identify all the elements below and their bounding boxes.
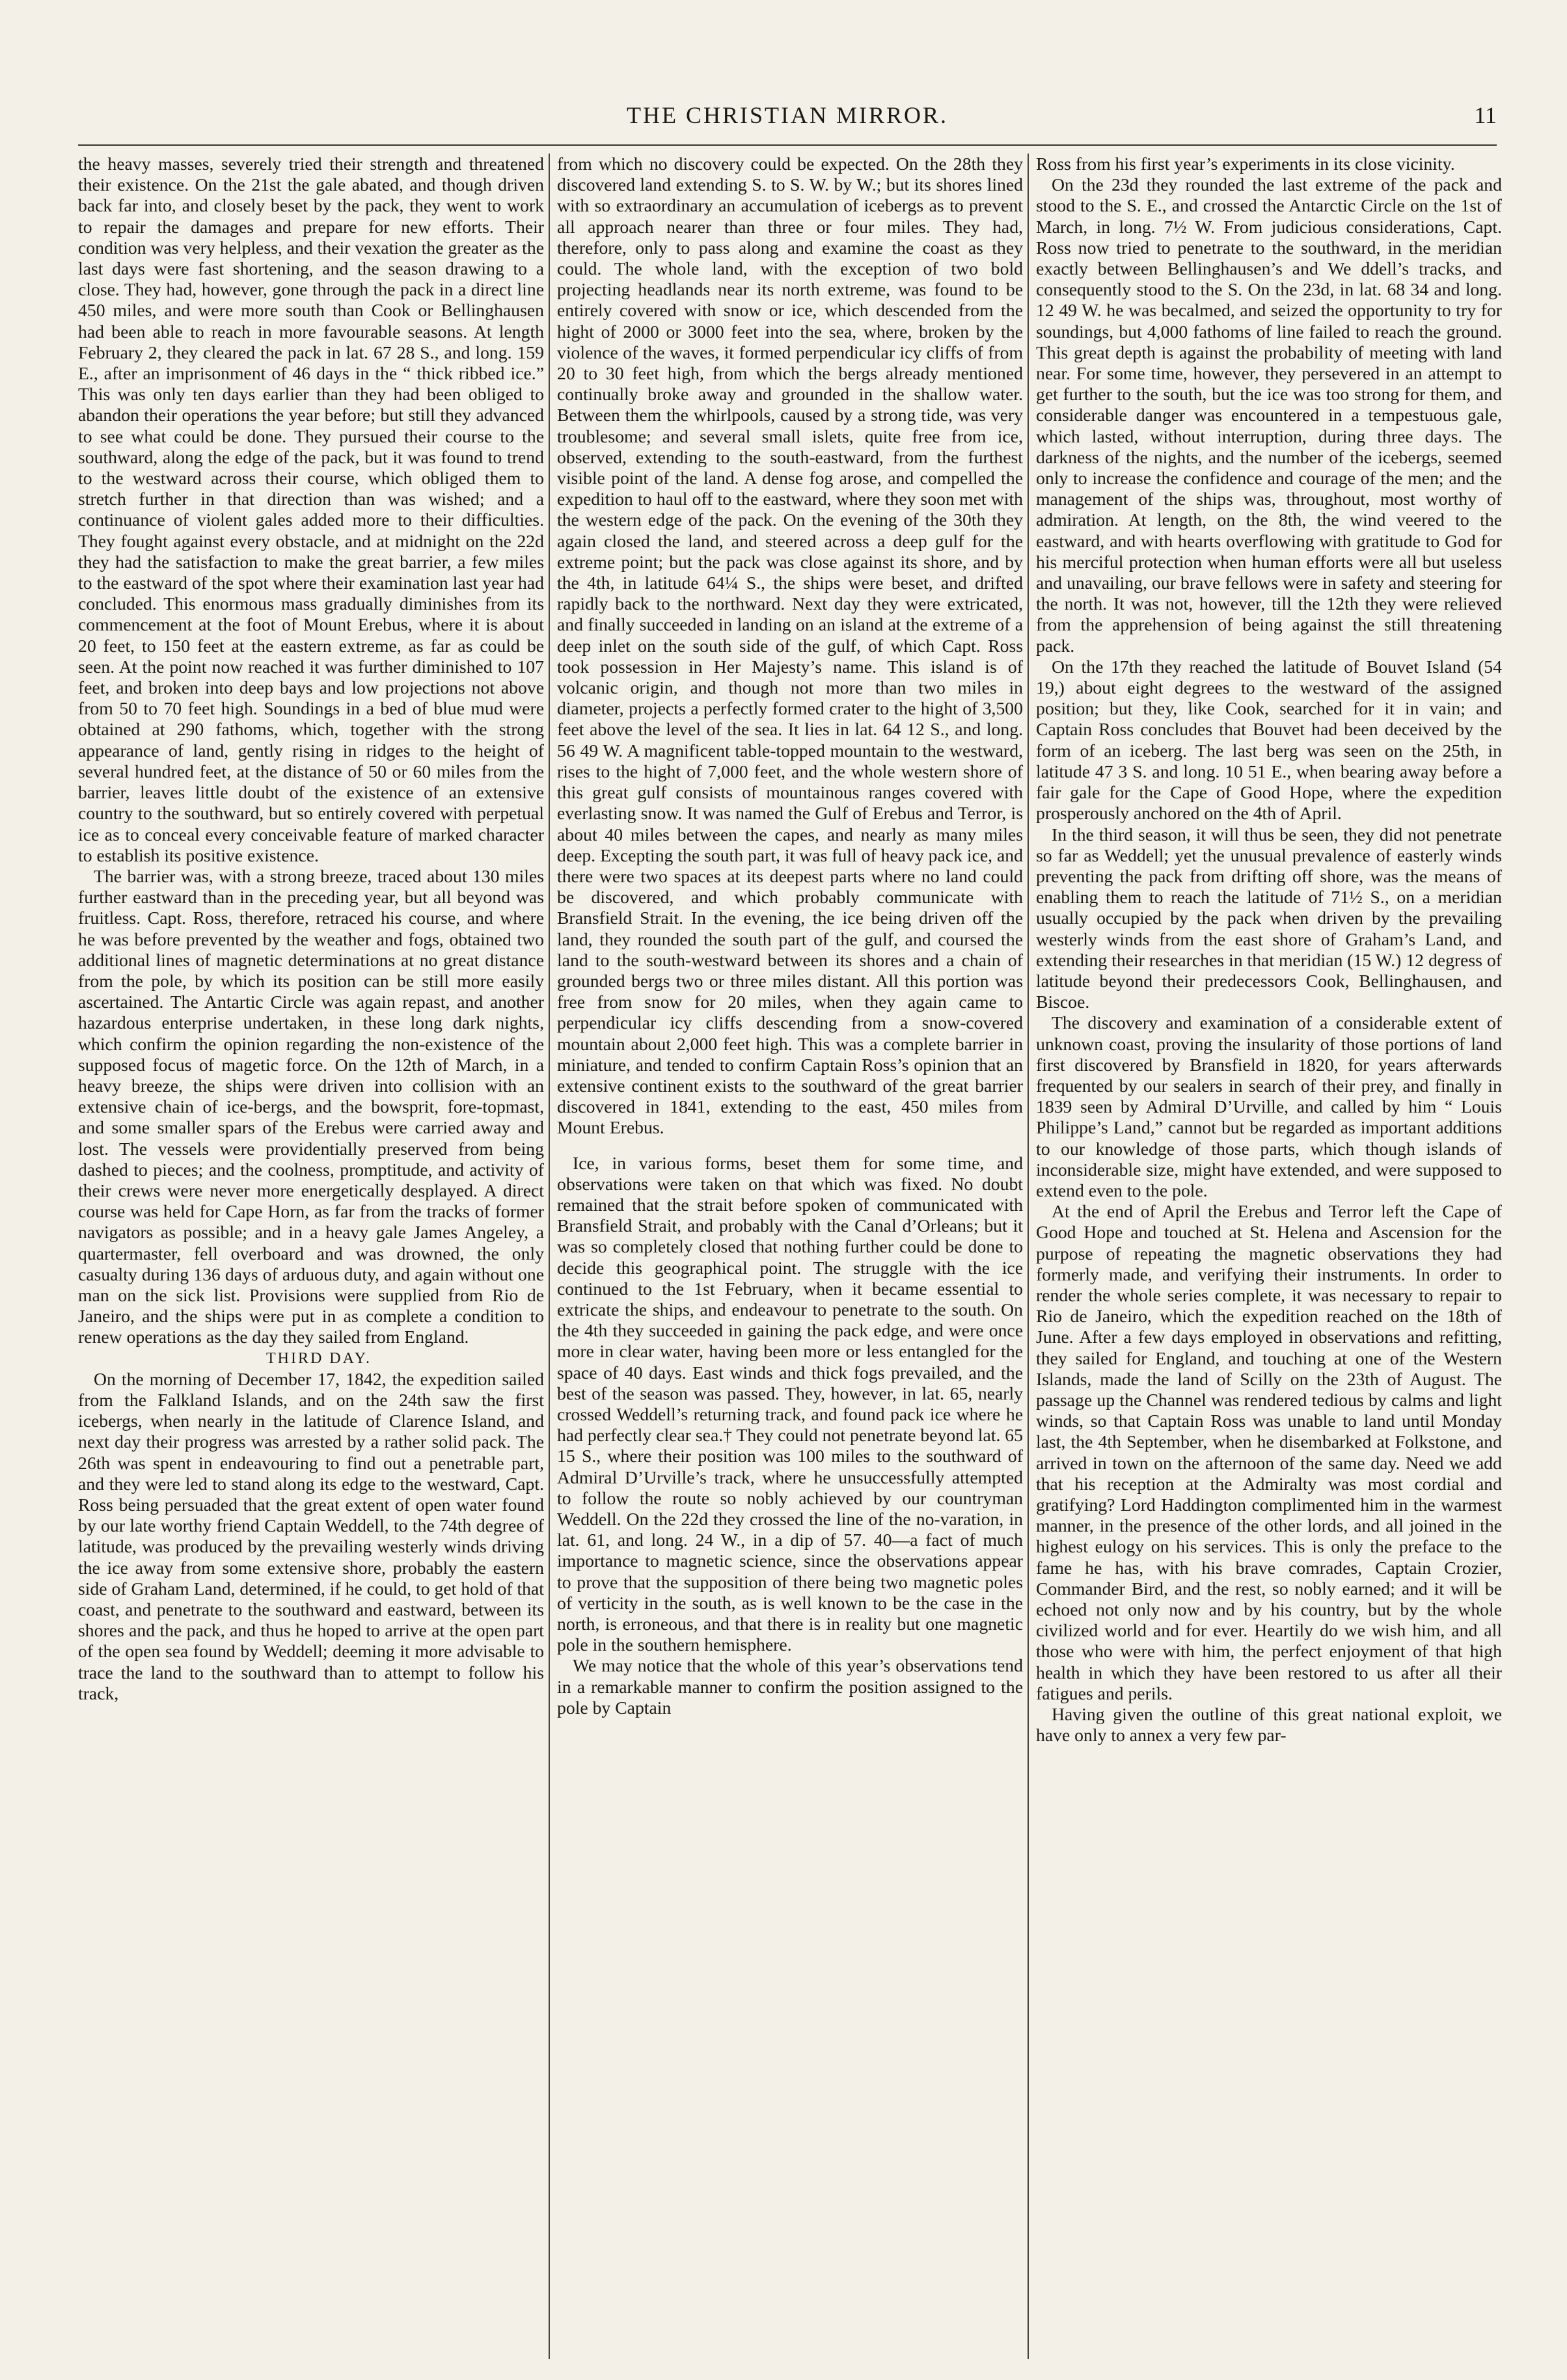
col2-paragraph-3: We may notice that the whole of this year’s observations tend in a remarkable manner to confirm the position assigned to the pole by Captain (557, 1655, 1023, 1718)
col3-paragraph-5: The discovery and examination of a considerable extent of unknown coast, proving the insularity of those portions of land first discovered by Bransfield in 1820, for years afterwards frequented by our sealers in search of their prey, and finally in 1839 seen by Admiral D’Urville, and called by him “ Louis Philippe’s Land,” cannot but be regarded as important additions to our knowledge of those parts, which though islands of inconsiderable size, might have extended, and were supposed to extend even to the pole. (1036, 1012, 1502, 1200)
col1-paragraph-2: The barrier was, with a strong breeze, traced about 130 miles further eastward than in the preceding year, but all beyond was fruitless. Capt. Ross, therefore, retraced his course, and where he was before prevented by the weather and fogs, obtained two additional lines of magnetic determinations at no great distance from the pole, by which its position can be still more easily ascertained. The Antartic Circle was again repast, and another hazardous enterprise undertaken, in these long dark nights, which confirm the opinion regarding the non-existence of the supposed focus of magetic force. On the 12th of March, in a heavy breeze, the ships were driven into collision with an extensive chain of ice-bergs, and the bowsprit, fore-topmast, and some smaller spars of the Erebus were carried away and lost. The vessels were providentially preserved from being dashed to pieces; and the coolness, promptitude, and activity of their crews were never more energetically desplayed. A direct course was held for Cape Horn, as far from the tracks of former navigators as possible; and in a heavy gale James Angeley, a quartermaster, fell overboard and was drowned, the only casualty during 136 days of arduous duty, and again without one man on the sick list. Provisions were supplied from Rio de Janeiro, and the ships were put in as complete a condition to renew operations as the day they sailed from England. (78, 865, 544, 1347)
column-divider-2 (1028, 154, 1029, 2359)
col1-paragraph-1: the heavy masses, severely tried their strength and threatened their existence. On the 21st the gale abated, and though driven back far into, and closely beset by the pack, they went to work to repair the damages and prepare for new efforts. Their condition was very helpless, and their vexation the greater as the last days were fast shortening, and the season drawing to a close. They had, however, gone through the pack in a direct line 450 miles, and were more south than Cook or Bellinghausen had been able to reach in more favourable seasons. At length February 2, they cleared the pack in lat. 67 28 S., and long. 159 E., after an imprisonment of 46 days in the “ thick ribbed ice.” This was only ten days earlier than they had been obliged to abandon their operations the year before; but still they advanced to see what could be done. They pursued their course to the southward, along the edge of the pack, but it was found to trend to the westward across their course, which obliged them to stretch further in that direction than was wished; and a continuance of violent gales added more to their difficulties. They fought against every obstacle, and at midnight on the 22d they had the satisfaction to make the great barrier, a few miles to the eastward of the spot where their examination last year had concluded. This enormous mass gradually diminishes from its commencement at the foot of Mount Erebus, where it is about 20 feet, to 150 feet at the eastern extreme, as far as could be seen. At the point now reached it was further diminished to 107 feet, and broken into deep bays and low projections not above from 50 to 70 feet high. Soundings in a bed of blue mud were obtained at 290 fathoms, which, together with the strong appearance of land, gently rising in ridges to the height of several hundred feet, at the distance of 50 or 60 miles from the barrier, leaves little doubt of the existence of an extensive country to the southward, but so entirely covered with perpetual ice as to conceal every conceivable feature of marked character to establish its positive existence. (78, 154, 544, 865)
col3-paragraph-4: In the third season, it will thus be seen, they did not penetrate so far as Weddell; yet the unusual prevalence of easterly winds preventing the pack from drifting off shore, was the means of enabling them to reach the latitude of 71½ S., on a meridian usually occupied by the pack when driven by the prevailing westerly winds from the east shore of Graham’s Land, and extending their researches in that meridian (15 W.) 12 degress of latitude beyond their predecessors Cook, Bellinghausen, and Biscoe. (1036, 824, 1502, 1012)
col3-paragraph-7: Having given the outline of this great national exploit, we have only to annex a very few par- (1036, 1704, 1502, 1746)
header-rule (78, 144, 1497, 146)
masthead-title: THE CHRISTIAN MIRROR. (626, 102, 948, 128)
column-2 (557, 154, 1023, 2366)
col3-paragraph-3: On the 17th they reached the latitude of Bouvet Island (54 19,) about eight degrees to the westward of the assigned position; but they, like Cook, searched for it in vain; and Captain Ross concludes that Bouvet had been deceived by the form of an iceberg. The last berg was seen on the 25th, in latitude 47 3 S. and long. 10 51 E., when bearing away before a fair gale for the Cape of Good Hope, where the expedition prosperously anchored on the 4th of April. (1036, 656, 1502, 824)
col3-paragraph-6: At the end of April the Erebus and Terror left the Cape of Good Hope and touched at St. Helena and Ascension for the purpose of repeating the magnetic observations they had formerly made, and verifying their instruments. In order to render the whole series complete, it was necessary to repair to Rio de Janeiro, which the expedition reached on the 18th of June. After a few days employed in observations and refitting, they sailed for England, and touching at one of the Western Islands, made the land of Scilly on the 23th of August. The passage up the Channel was rendered tedious by calms and light winds, so that Captain Ross was unable to land until Monday last, the 4th September, when he disembarked at Folkstone, and arrived in town on the afternoon of the same day. Need we add that his reception at the Admiralty was most cordial and gratifying? Lord Haddington complimented him in the warmest manner, in the presence of the other lords, and all joined in the highest eulogy on his services. This is only the preface to the fame he has, with his brave comrades, Captain Crozier, Commander Bird, and the rest, so nobly earned; and it will be echoed not only now and by his country, but by the whole civilized world and for ever. Heartily do we wish him, and all those who were with him, the perfect enjoyment of that high health in which they have been restored to us after all their fatigues and perils. (1036, 1201, 1502, 1703)
column-divider-1 (549, 154, 550, 2359)
page-number: 11 (1474, 102, 1497, 128)
col2-paragraph-2: Ice, in various forms, beset them for some time, and observations were taken on that which was fixed. No doubt remained that the strait before spoken of communicated with Bransfield Strait, and probably with the Canal d’Orleans; but it was so completely closed that nothing further could be done to decide this geographical point. The struggle with the ice continued to the 1st February, when it became essential to extricate the ships, and endeavour to penetrate to the south. On the 4th they succeeded in gaining the pack edge, and were once more in clear water, having been more or less entangled for the space of 40 days. East winds and thick fogs prevailed, and the best of the season was passed. They, however, in lat. 65, nearly crossed Weddell’s returning track, and found pack ice where he had perfectly clear sea.† They could not penetrate beyond lat. 65 15 S., where their position was 100 miles to the southward of Admiral D’Urville’s track, where he unsuccessfully attempted to follow the route so nobly achieved by our countryman Weddell. On the 22d they crossed the line of the no-varation, in lat. 61, and long. 24 W., in a dip of 57. 40—a fact of much importance to magnetic science, since the observations appear to prove that the supposition of there being two magnetic poles of verticity in the south, as is well known to be the case in the north, is erroneous, and that there is in reality but one magnetic pole in the southern hemisphere. (557, 1152, 1023, 1655)
page-header (78, 91, 1497, 143)
col3-paragraph-1: Ross from his first year’s experiments in its close vicinity. (1036, 154, 1455, 174)
column-3 (1036, 154, 1502, 2366)
col2-paragraph-1: from which no discovery could be expected. On the 28th they discovered land extending S. to S. W. by W.; but its shores lined with so extraordinary an accumulation of icebergs as to prevent all approach nearer than three or four miles. They had, therefore, only to pass along and examine the coast as they could. The whole land, with the exception of two bold projecting headlands near its north extreme, was found to be entirely covered with snow or ice, which descended from the hight of 2000 or 3000 feet into the sea, where, broken by the violence of the waves, it formed perpendicular icy cliffs of from 20 to 30 feet high, from which the bergs already mentioned continually broke away and grounded in the shallow water. Between them the whirlpools, caused by a strong tide, was very troublesome; and several small islets, quite free from ice, observed, extending to the south-eastward, from the furthest visible point of the land. A dense fog arose, and compelled the expedition to haul off to the eastward, where they soon met with the western edge of the pack. On the evening of the 30th they again closed the land, and steered across a deep gulf for the extreme point; but the pack was close against its shore, and by the 4th, in latitude 64¼ S., the ships were beset, and drifted rapidly back to the northward. Next day they were extricated, and finally succeeded in landing on an island at the extreme of a deep inlet on the south side of the gulf, of which Capt. Ross took possession in Her Majesty’s name. This island is of volcanic origin, and though not more than two miles in diameter, projects a perfectly formed crater to the hight of 3,500 feet above the level of the sea. It lies in lat. 64 12 S., and long. 56 49 W. A magnificent table-topped mountain to the westward, rises to the hight of 7,000 feet, and the whole western shore of this great gulf consists of mountainous ranges covered with everlasting snow. It was named the Gulf of Erebus and Terror, is about 40 miles between the capes, and nearly as many miles deep. Excepting the south part, it was full of heavy pack ice, and there were two spaces at its deepest parts where no land could be discovered, and which probably communicate with Bransfield Strait. In the evening, the ice being driven off the land, they rounded the south part of the gulf, and coursed the land to the south-westward between its shores and a chain of grounded bergs two or three miles distant. All this portion was free from snow for 20 miles, when they again came to perpendicular icy cliffs descending from a snow-covered mountain about 2,000 feet high. This was a complete barrier in miniature, and tended to confirm Captain Ross’s opinion that an extensive continent exists to the southward of the great barrier discovered in 1841, extending to the east, 450 miles from Mount Erebus. (557, 154, 1023, 1138)
section-heading-third-day: THIRD DAY. (266, 1349, 372, 1367)
col3-paragraph-2: On the 23d they rounded the last extreme of the pack and stood to the S. E., and crossed the Antarctic Circle on the 1st of March, in long. 7½ W. From judicious considerations, Capt. Ross now tried to penetrate to the southward, in the meridian exactly between Bellinghausen’s and We ddell’s tracks, and consequently stood to the S. On the 23d, in lat. 68 34 and long. 12 49 W. he was becalmed, and seized the opportunity to try for soundings, but 4,000 fathoms of line failed to reach the ground. This great depth is against the probability of meeting with land near. For some time, however, they persevered in an attempt to get further to the south, but the ice was too strong for them, and considerable danger was encountered in a tempestuous gale, which lasted, without interruption, during three days. The darkness of the nights, and the number of the icebergs, seemed only to increase the confidence and courage of the men; and the management of the ships was, throughout, most worthy of admiration. At length, on the 8th, the wind veered to the eastward, and with hearts overflowing with gratitude to God for his merciful protection when human efforts were all but useless and unavailing, our brave fellows were in safety and steering for the north. It was not, however, till the 12th they were relieved from the apprehension of being against the still threatening pack. (1036, 174, 1502, 656)
col1-paragraph-3: On the morning of December 17, 1842, the expedition sailed from the Falkland Islands, and on the 24th saw the first icebergs, when nearly in the latitude of Clarence Island, and next day their progress was arrested by a rather solid pack. The 26th was spent in endeavouring to find out a penetrable part, and they were led to stand along its edge to the westward, Capt. Ross being persuaded that the great extent of open water found by our late worthy friend Captain Weddell, to the 74th degree of latitude, was produced by the prevailing westerly winds driving the ice away from some extensive shore, probably the eastern side of Graham Land, determined, if he could, to get hold of that coast, and penetrate to the southward and eastward, between its shores and the pack, and thus he hoped to arrive at the open part of the open sea found by Weddell; deeming it more advisable to trace the land to the southward than to attempt to follow his track, (78, 1368, 544, 1703)
column-1 (78, 154, 544, 2366)
